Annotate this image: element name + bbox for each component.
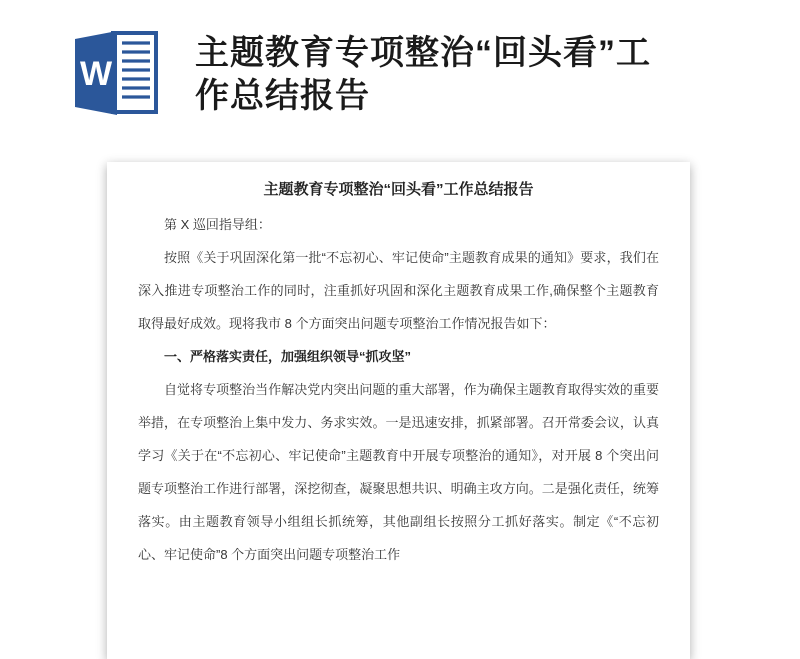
paragraph-section-heading: 一、严格落实责任，加强组织领导“抓攻坚” [164, 349, 412, 364]
page-title: 主题教育专项整治“回头看”工作总结报告 [195, 34, 651, 115]
document-title: 主题教育专项整治“回头看”工作总结报告 [263, 181, 534, 198]
paragraph-section-body: 自觉将专项整治当作解决党内突出问题的重大部署，作为确保主题教育取得实效的重要举措，在专项整治上集中发力、务求实效。一是迅速安排，抓紧部署。召开常委会议，认真学习《关于在“不忘初心、牢记使命”主题教育中开展专项整治的通知》，对开展 8 个突出问题专项整治工作进行部署，深挖彻查，凝聚思想共识、明确主攻方向。二是强化责任，统筹落实。由主题教育领导小组组长抓统筹，其他副组长按照分工抓好落实。制定《“不忘初心、牢记使命”8 个方面突出问题专项整治工作 [138, 382, 659, 562]
document-page[interactable] [107, 162, 690, 659]
word-icon-lines [122, 43, 150, 97]
word-icon-sheet [113, 33, 156, 112]
header [75, 30, 685, 118]
word-icon-letter: W [79, 55, 113, 93]
paragraph-intro: 按照《关于巩固深化第一批“不忘初心、牢记使命”主题教育成果的通知》要求，我们在深入推进专项整治工作的同时，注重抓好巩固和深化主题教育成果工作,确保整个主题教育取得最好成效。现将我市 8 个方面突出问题专项整治工作情况报告如下： [138, 250, 659, 331]
word-icon [75, 30, 159, 116]
paragraph-salutation: 第 X 巡回指导组： [164, 217, 271, 232]
